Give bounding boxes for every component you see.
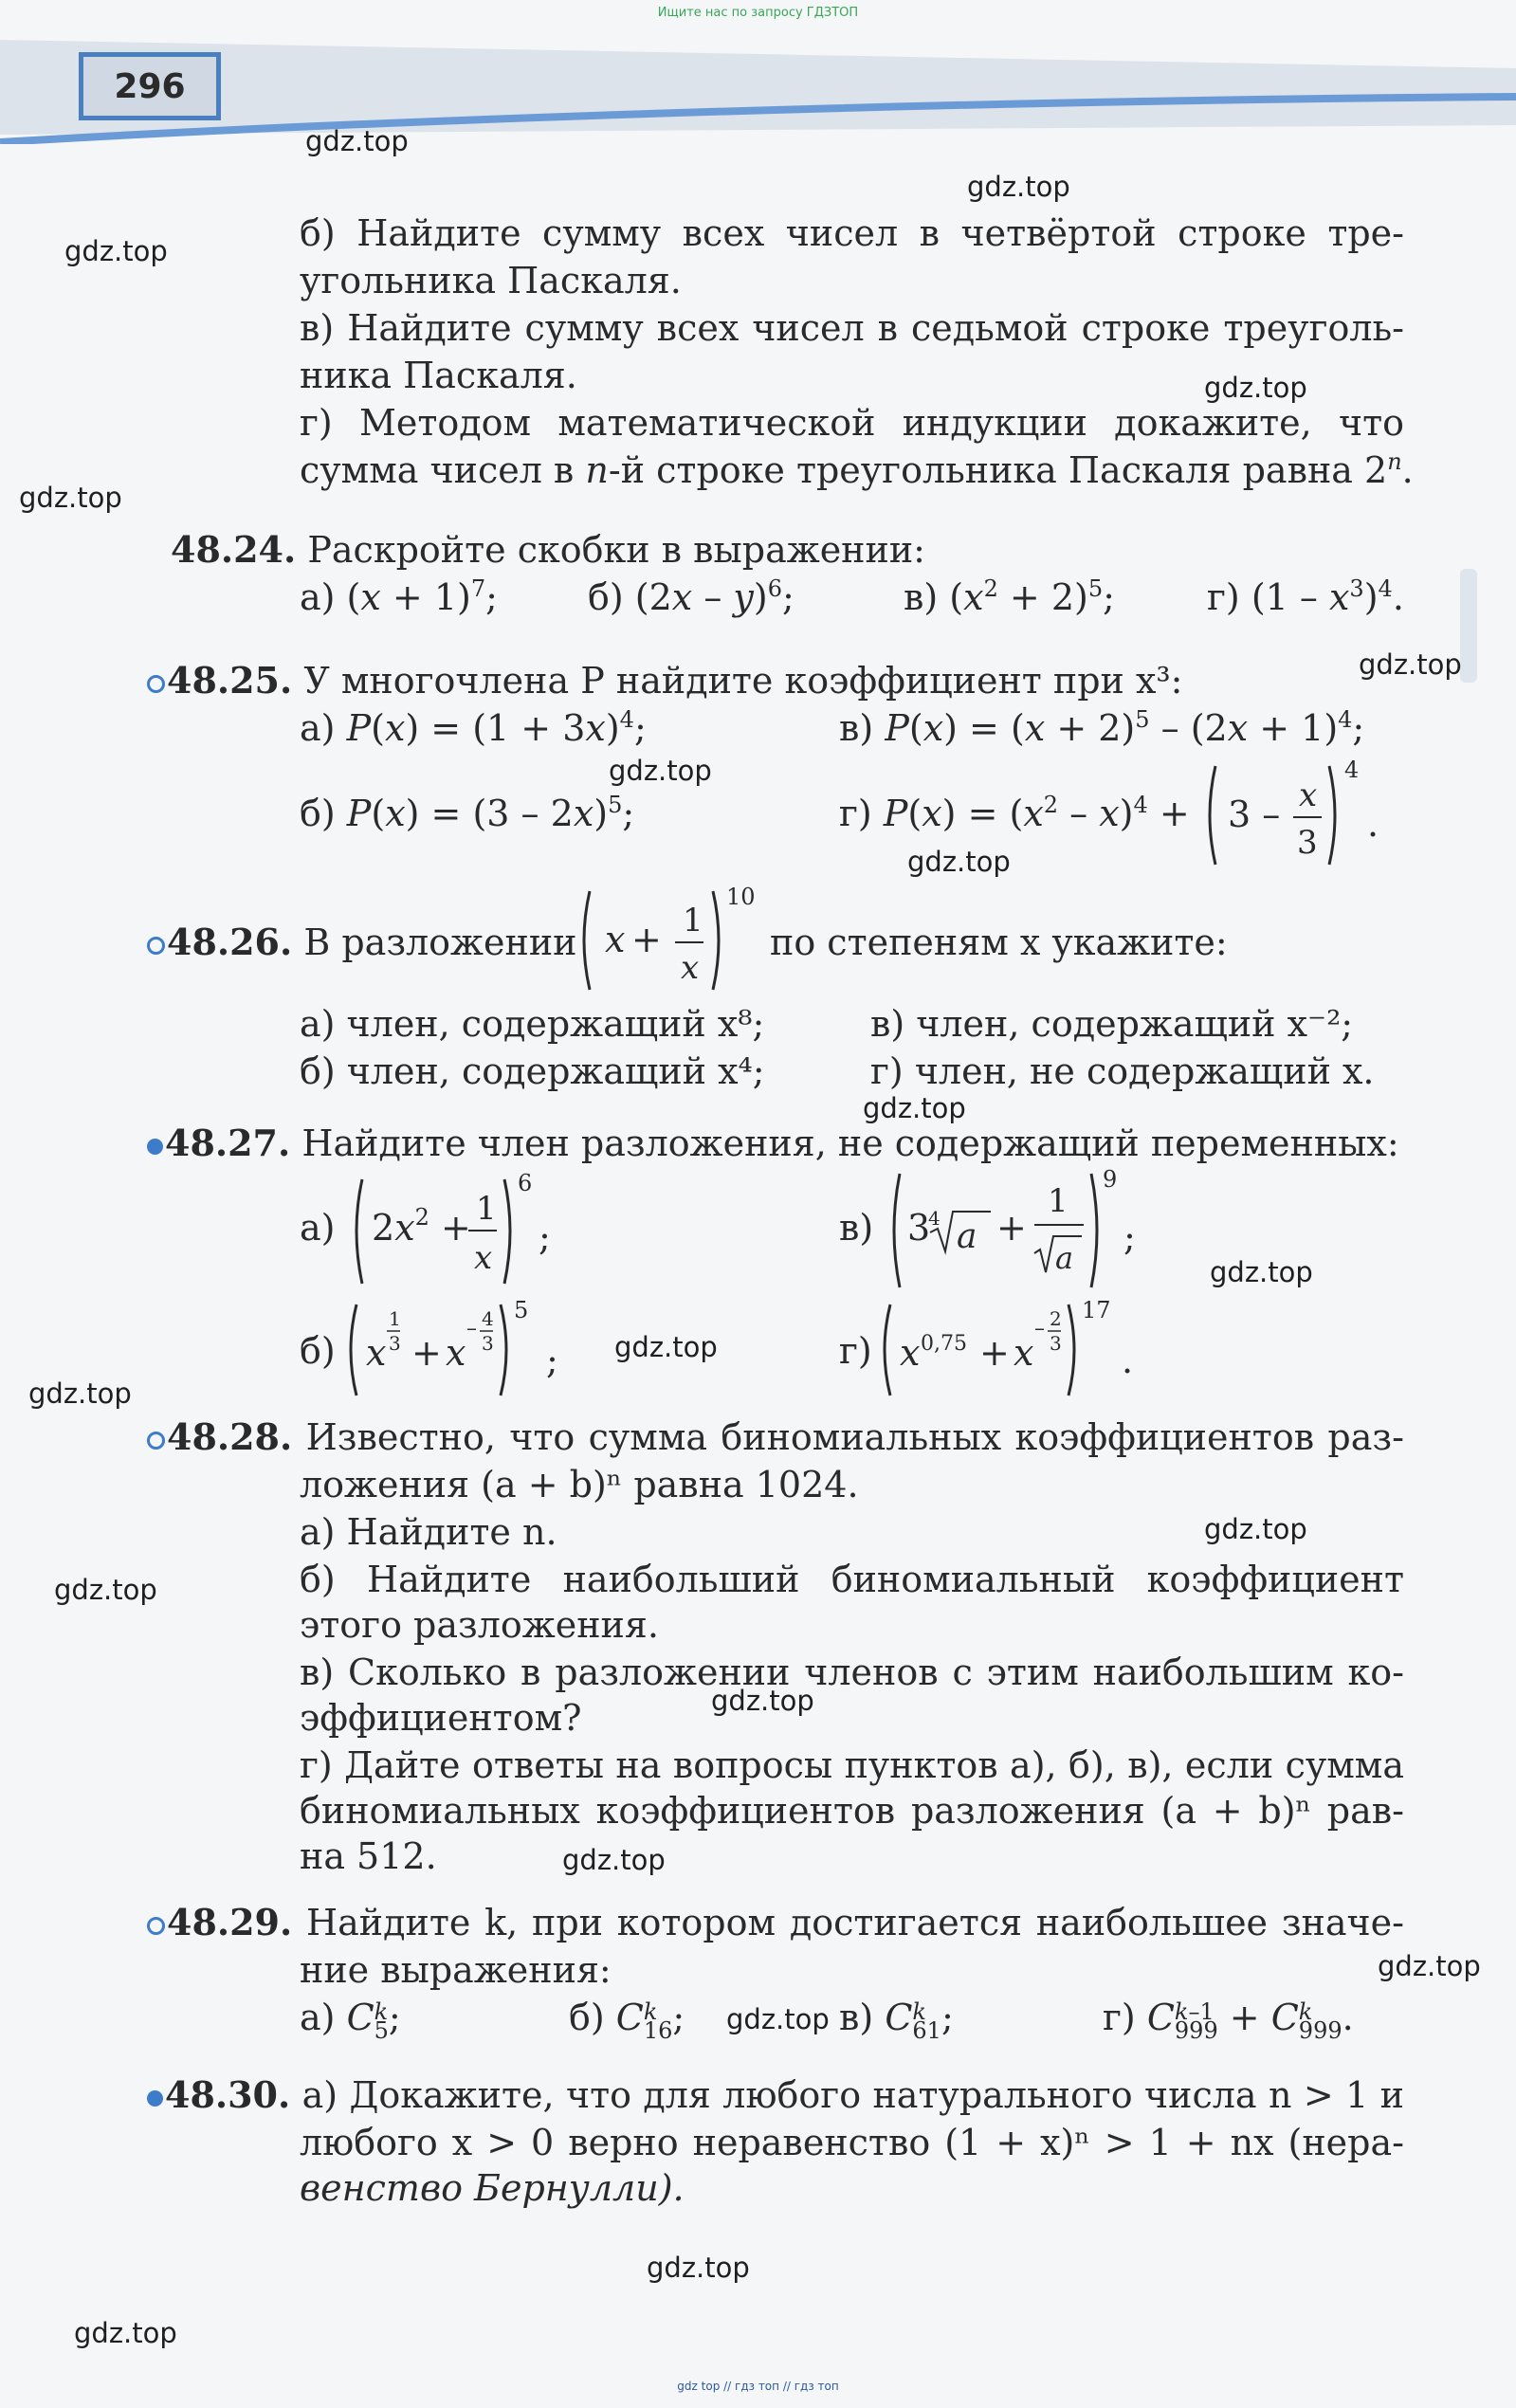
svg-text:+: +	[411, 1332, 442, 1374]
svg-text:x: x	[1014, 1332, 1034, 1374]
svg-text:.: .	[1122, 1340, 1134, 1381]
watermark: gdz.top	[614, 1331, 718, 1363]
svg-text:4: 4	[1344, 758, 1360, 783]
watermark: gdz.top	[863, 1092, 966, 1124]
watermark: gdz.top	[1204, 1513, 1307, 1545]
problem-48-29-v: в) Ck 61;	[839, 1997, 954, 2044]
svg-text:4: 4	[482, 1307, 494, 1330]
problem-48-28-v: в) Сколько в разложении членов с этим наибольшим ко-	[300, 1651, 1404, 1693]
problem-48-26-a: а) член, содержащий x⁸;	[300, 1003, 765, 1045]
problem-48-26-text: по степеням x укажите:	[770, 921, 1228, 963]
margin-decoration	[1460, 569, 1477, 683]
problem-48-24-v: в) $(x^2 + 2)^5$;	[904, 575, 1115, 618]
svg-text:3: 3	[389, 1332, 401, 1355]
difficulty-open-circle-icon	[147, 1917, 165, 1935]
svg-text:2: 2	[1050, 1307, 1062, 1330]
problem-48-28-a: а) Найдите n.	[300, 1511, 557, 1553]
watermark: gdz.top	[1204, 372, 1307, 404]
formula-48-25-g	[1204, 758, 1384, 872]
text-line: угольника Паскаля.	[300, 260, 682, 301]
top-search-note: Ищите нас по запросу ГДЗТОП	[657, 6, 859, 20]
problem-48-25-v: в) $P(x) = (x + 2)^5 - (2x + 1)^4$;	[839, 706, 1365, 749]
watermark: gdz.top	[64, 235, 168, 267]
svg-text:3: 3	[1297, 824, 1318, 862]
svg-text:x: x	[681, 949, 700, 987]
problem-48-30: 48.30. а) Докажите, что для любого натурального числа n > 1 и	[147, 2072, 1404, 2118]
text-line: венство Бернулли).	[300, 2167, 685, 2209]
problem-48-28-g: г) Дайте ответы на вопросы пунктов а), б), в), если сумма	[300, 1744, 1404, 1786]
watermark: gdz.top	[647, 2252, 750, 2284]
text-line: биномиальных коэффициентов разложения (a + b)ⁿ рав-	[300, 1790, 1404, 1832]
svg-text:–: –	[1034, 1317, 1045, 1341]
text-line: эффициентом?	[300, 1697, 582, 1739]
difficulty-open-circle-icon	[147, 1432, 165, 1450]
svg-text:1: 1	[683, 902, 703, 939]
watermark: gdz.top	[1378, 1950, 1481, 1982]
text-line: любого x > 0 верно неравенство (1 + x)ⁿ > 1 + nx (нера-	[300, 2122, 1404, 2163]
svg-text:x: x	[366, 1332, 387, 1374]
watermark: gdz.top	[19, 482, 122, 514]
page-header-band	[0, 30, 1516, 144]
text-line: г) Методом математической индукции докажите, что	[300, 402, 1404, 444]
svg-text:;: ;	[546, 1340, 558, 1381]
text-line: ние выражения:	[300, 1949, 612, 1991]
watermark: gdz.top	[907, 846, 1011, 878]
watermark: gdz.top	[54, 1574, 157, 1606]
problem-48-29-g: г) Ck–1 999 + Ck 999.	[1103, 1997, 1354, 2044]
problem-48-29-b: б) Ck 16;	[569, 1997, 685, 2044]
svg-text:3: 3	[907, 1207, 931, 1249]
watermark: gdz.top	[28, 1377, 132, 1410]
svg-text:3: 3	[482, 1332, 494, 1355]
svg-text:+: +	[996, 1207, 1027, 1249]
watermark: gdz.top	[562, 1844, 666, 1876]
watermark: gdz.top	[1210, 1256, 1313, 1288]
formula-48-27-g	[839, 1297, 1161, 1401]
svg-text:x: x	[1299, 776, 1318, 814]
svg-text:2x2 +: $2x^2$ +	[372, 1204, 471, 1249]
footer-note: gdz top // гдз топ // гдз топ	[677, 2380, 839, 2393]
svg-text:a: a	[1055, 1240, 1074, 1276]
problem-48-29-a: а) Ck 5;	[300, 1997, 401, 2044]
svg-text:3: 3	[1050, 1332, 1062, 1355]
problem-48-29: 48.29. Найдите k, при котором достигается наибольшее значе-	[147, 1900, 1404, 1945]
formula-48-26	[578, 884, 768, 997]
problem-48-26-b: б) член, содержащий x⁴;	[300, 1050, 765, 1092]
difficulty-open-circle-icon	[147, 937, 165, 955]
svg-text:5: 5	[514, 1297, 529, 1323]
problem-48-28: 48.28. Известно, что сумма биномиальных коэффициентов раз-	[147, 1414, 1404, 1460]
svg-text:3 –: 3 –	[1228, 794, 1281, 835]
svg-text:–: –	[466, 1317, 477, 1341]
svg-text:x: x	[900, 1332, 921, 1374]
watermark: gdz.top	[711, 1685, 814, 1717]
svg-text:1: 1	[1048, 1182, 1069, 1220]
svg-text:17: 17	[1082, 1297, 1111, 1323]
svg-text:в): в)	[839, 1207, 874, 1249]
svg-text:6: 6	[518, 1172, 533, 1196]
watermark: gdz.top	[305, 125, 409, 157]
svg-text:9: 9	[1103, 1166, 1118, 1193]
problem-48-24-b: б) (2x – y)$^6$;	[588, 575, 795, 618]
svg-text:10: 10	[726, 884, 756, 910]
formula-48-27-a	[300, 1172, 565, 1295]
svg-text:x: x	[446, 1332, 466, 1374]
svg-text:г): г)	[839, 1330, 872, 1372]
watermark: gdz.top	[1359, 648, 1462, 681]
problem-48-24-a: а) $(x + 1)^7$;	[300, 575, 498, 618]
page-number: 296	[79, 52, 221, 120]
svg-text:;: ;	[1123, 1216, 1136, 1258]
watermark: gdz.top	[609, 755, 712, 787]
svg-text:4: 4	[928, 1207, 941, 1230]
problem-48-24-g: г) $(1 - x^3)^4$.	[1207, 575, 1404, 618]
svg-text:a: a	[957, 1217, 977, 1256]
problem-48-28-b: б) Найдите наибольший биномиальный коэффициент	[300, 1559, 1404, 1600]
formula-48-27-b	[300, 1297, 603, 1401]
svg-text:б): б)	[300, 1330, 336, 1372]
problem-48-27: 48.27. Найдите член разложения, не содержащий переменных:	[147, 1121, 1399, 1166]
text-line: б) Найдите сумму всех чисел в четвёртой строке тре-	[300, 212, 1404, 254]
svg-text:+: +	[631, 919, 662, 960]
svg-text:0,75: 0,75	[921, 1332, 967, 1356]
problem-48-25-a: а) $P(x) = (1 + 3x)^4$;	[300, 706, 647, 749]
svg-text:;: ;	[539, 1216, 551, 1258]
svg-text:x: x	[474, 1239, 493, 1277]
text-line: в) Найдите сумму всех чисел в седьмой строке треуголь-	[300, 307, 1404, 349]
svg-text:.: .	[1367, 803, 1379, 845]
problem-48-26-v: в) член, содержащий x⁻²;	[870, 1003, 1354, 1045]
svg-text:1: 1	[389, 1307, 401, 1330]
svg-text:1: 1	[476, 1190, 497, 1228]
text-line: ника Паскаля.	[300, 355, 577, 396]
formula-48-27-v	[839, 1166, 1152, 1299]
problem-48-25: 48.25. У многочлена P найдите коэффициент при x³:	[147, 658, 1182, 703]
problem-48-25-g: г) $P(x) = (x^2 - x)^4$ +	[839, 792, 1190, 834]
watermark: gdz.top	[726, 2003, 830, 2035]
watermark: gdz.top	[967, 171, 1070, 203]
problem-48-24: 48.24. Раскройте скобки в выражении:	[171, 528, 925, 571]
difficulty-filled-circle-icon	[147, 2090, 163, 2107]
problem-48-26-g: г) член, не содержащий x.	[870, 1050, 1375, 1092]
svg-text:x: x	[605, 919, 626, 960]
text-line: этого разложения.	[300, 1604, 659, 1646]
problem-48-25-b: б) P(x) = (3 – 2x)$^5$;	[300, 792, 635, 834]
svg-text:+: +	[979, 1332, 1010, 1374]
difficulty-open-circle-icon	[147, 675, 165, 693]
watermark: gdz.top	[74, 2317, 177, 2349]
text-line: ложения (a + b)ⁿ равна 1024.	[300, 1464, 859, 1505]
text-line: сумма чисел в n-й строке треугольника Паскаля равна 2$^n$.	[300, 448, 1414, 491]
problem-48-26: 48.26. В разложении	[147, 920, 576, 965]
text-line: на 512.	[300, 1835, 437, 1877]
difficulty-filled-circle-icon	[147, 1139, 163, 1155]
svg-text:а): а)	[300, 1207, 336, 1249]
